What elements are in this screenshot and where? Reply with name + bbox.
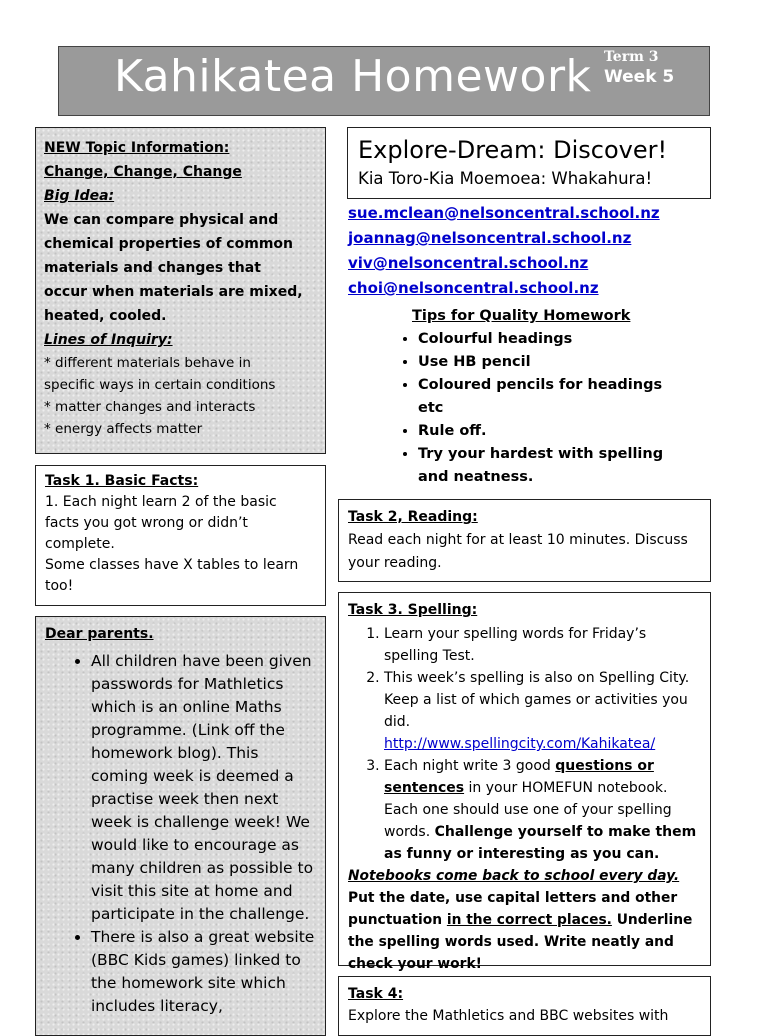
notebook-note-a: Put the date, use capital letters and other punctuation [348,890,678,928]
task3-item-3-questions: questions or sentences [384,758,654,796]
inquiry-line: * energy affects matter [44,421,203,437]
big-idea-line: materials and changes that [44,260,261,276]
topic-subheading: Change, Change, Change [44,164,242,180]
notebook-note-b: Underline the spelling words used. Write neatly and check your work! [348,912,693,972]
motto-title: Explore-Dream: Discover! [358,136,668,164]
week-label: Week 5 [604,67,675,87]
notebook-note-title: Notebooks come back to school every day. [348,868,680,884]
big-idea-line: heated, cooled. [44,308,167,324]
parents-bullet: • All children have been given passwords for Mathletics which is an online Maths programme. (Link off the homework blog). This coming week is deemed a practise week then next week is challenge week! We would like to encourage as many children as possible to visit this site at home and participate in the challenge. [91,650,316,926]
inquiry-line: * different materials behave in [44,355,251,371]
header-banner [58,46,710,116]
tip-item: • Use HB pencil [418,351,690,374]
task3-box [338,592,711,972]
spellingcity-link[interactable]: http://www.spellingcity.com/Kahikatea/ [384,736,656,752]
task1-line: Some classes have X tables to learn [45,557,299,573]
email-link[interactable]: sue.mclean@nelsoncentral.school.nz [348,204,660,222]
big-idea-line: chemical properties of common [44,236,293,252]
term-label: Term 3 [604,49,659,65]
task1-line: 1. Each night learn 2 of the basic [45,494,277,510]
task3-item-3 [384,755,701,865]
task4-box [338,976,711,1036]
task3-item-2 [384,667,701,755]
task3-item-3-bold: Challenge yourself to make them as funny or interesting as you can. [384,824,697,862]
task3-item-3-mid: in your HOMEFUN notebook. Each one should use one of your spelling words. [384,780,672,840]
task3-item-2-text: This week’s spelling is also on Spelling City. Keep a list of which games or activities you did. [384,670,690,730]
parents-bullet: • There is also a great website (BBC Kids games) linked to the homework site which includes literacy, [91,926,316,1018]
tips-heading: Tips for Quality Homework [412,308,631,324]
task2-box [338,499,711,582]
motto-subtitle: Kia Toro-Kia Moemoea: Whakahura! [358,169,653,188]
task3-item-3-pre: Each night write 3 good [384,758,556,774]
task1-line: complete. [45,536,115,552]
task2-text: Read each night for at least 10 minutes. Discuss your reading. [348,532,688,571]
tip-item: • Coloured pencils for headings etc [418,374,690,420]
big-idea-line: occur when materials are mixed, [44,284,303,300]
notebook-note-places: in the correct places. [446,912,612,928]
tip-item: • Try your hardest with spelling and neatness. [418,443,690,489]
task1-title: Task 1. Basic Facts: [45,473,199,489]
email-list [348,201,660,301]
inquiry-label: Lines of Inquiry: [44,332,173,348]
task1-line: too! [45,578,74,594]
tip-item: • Colourful headings [418,328,690,351]
parents-note-box [35,616,326,1036]
topic-heading: NEW Topic Information: [44,140,230,156]
task3-title: Task 3. Spelling: [348,602,478,618]
notebook-note [348,865,701,975]
motto-box [347,127,711,199]
topic-info-box [35,127,326,454]
big-idea-line: We can compare physical and [44,212,279,228]
email-link[interactable]: viv@nelsoncentral.school.nz [348,254,589,272]
tips-list [390,328,690,489]
email-link[interactable]: joannag@nelsoncentral.school.nz [348,229,632,247]
inquiry-line: specific ways in certain conditions [44,377,276,393]
task2-title: Task 2, Reading: [348,509,478,525]
task1-box [35,465,326,606]
parents-title: Dear parents. [45,626,154,642]
tips-section [390,305,690,489]
task3-item-1: 1. Learn your spelling words for Friday’s spelling Test. [384,623,701,667]
email-link[interactable]: choi@nelsoncentral.school.nz [348,279,599,297]
page-title: Kahikatea Homework [114,51,592,102]
task4-title: Task 4: [348,986,404,1002]
task1-line: facts you got wrong or didn’t [45,515,248,531]
parents-list [45,650,316,1018]
inquiry-line: * matter changes and interacts [44,399,256,415]
task4-text: Explore the Mathletics and BBC websites with [348,1008,669,1024]
big-idea-label: Big Idea: [44,188,115,204]
task3-list [348,623,701,865]
tip-item: • Rule off. [418,420,690,443]
